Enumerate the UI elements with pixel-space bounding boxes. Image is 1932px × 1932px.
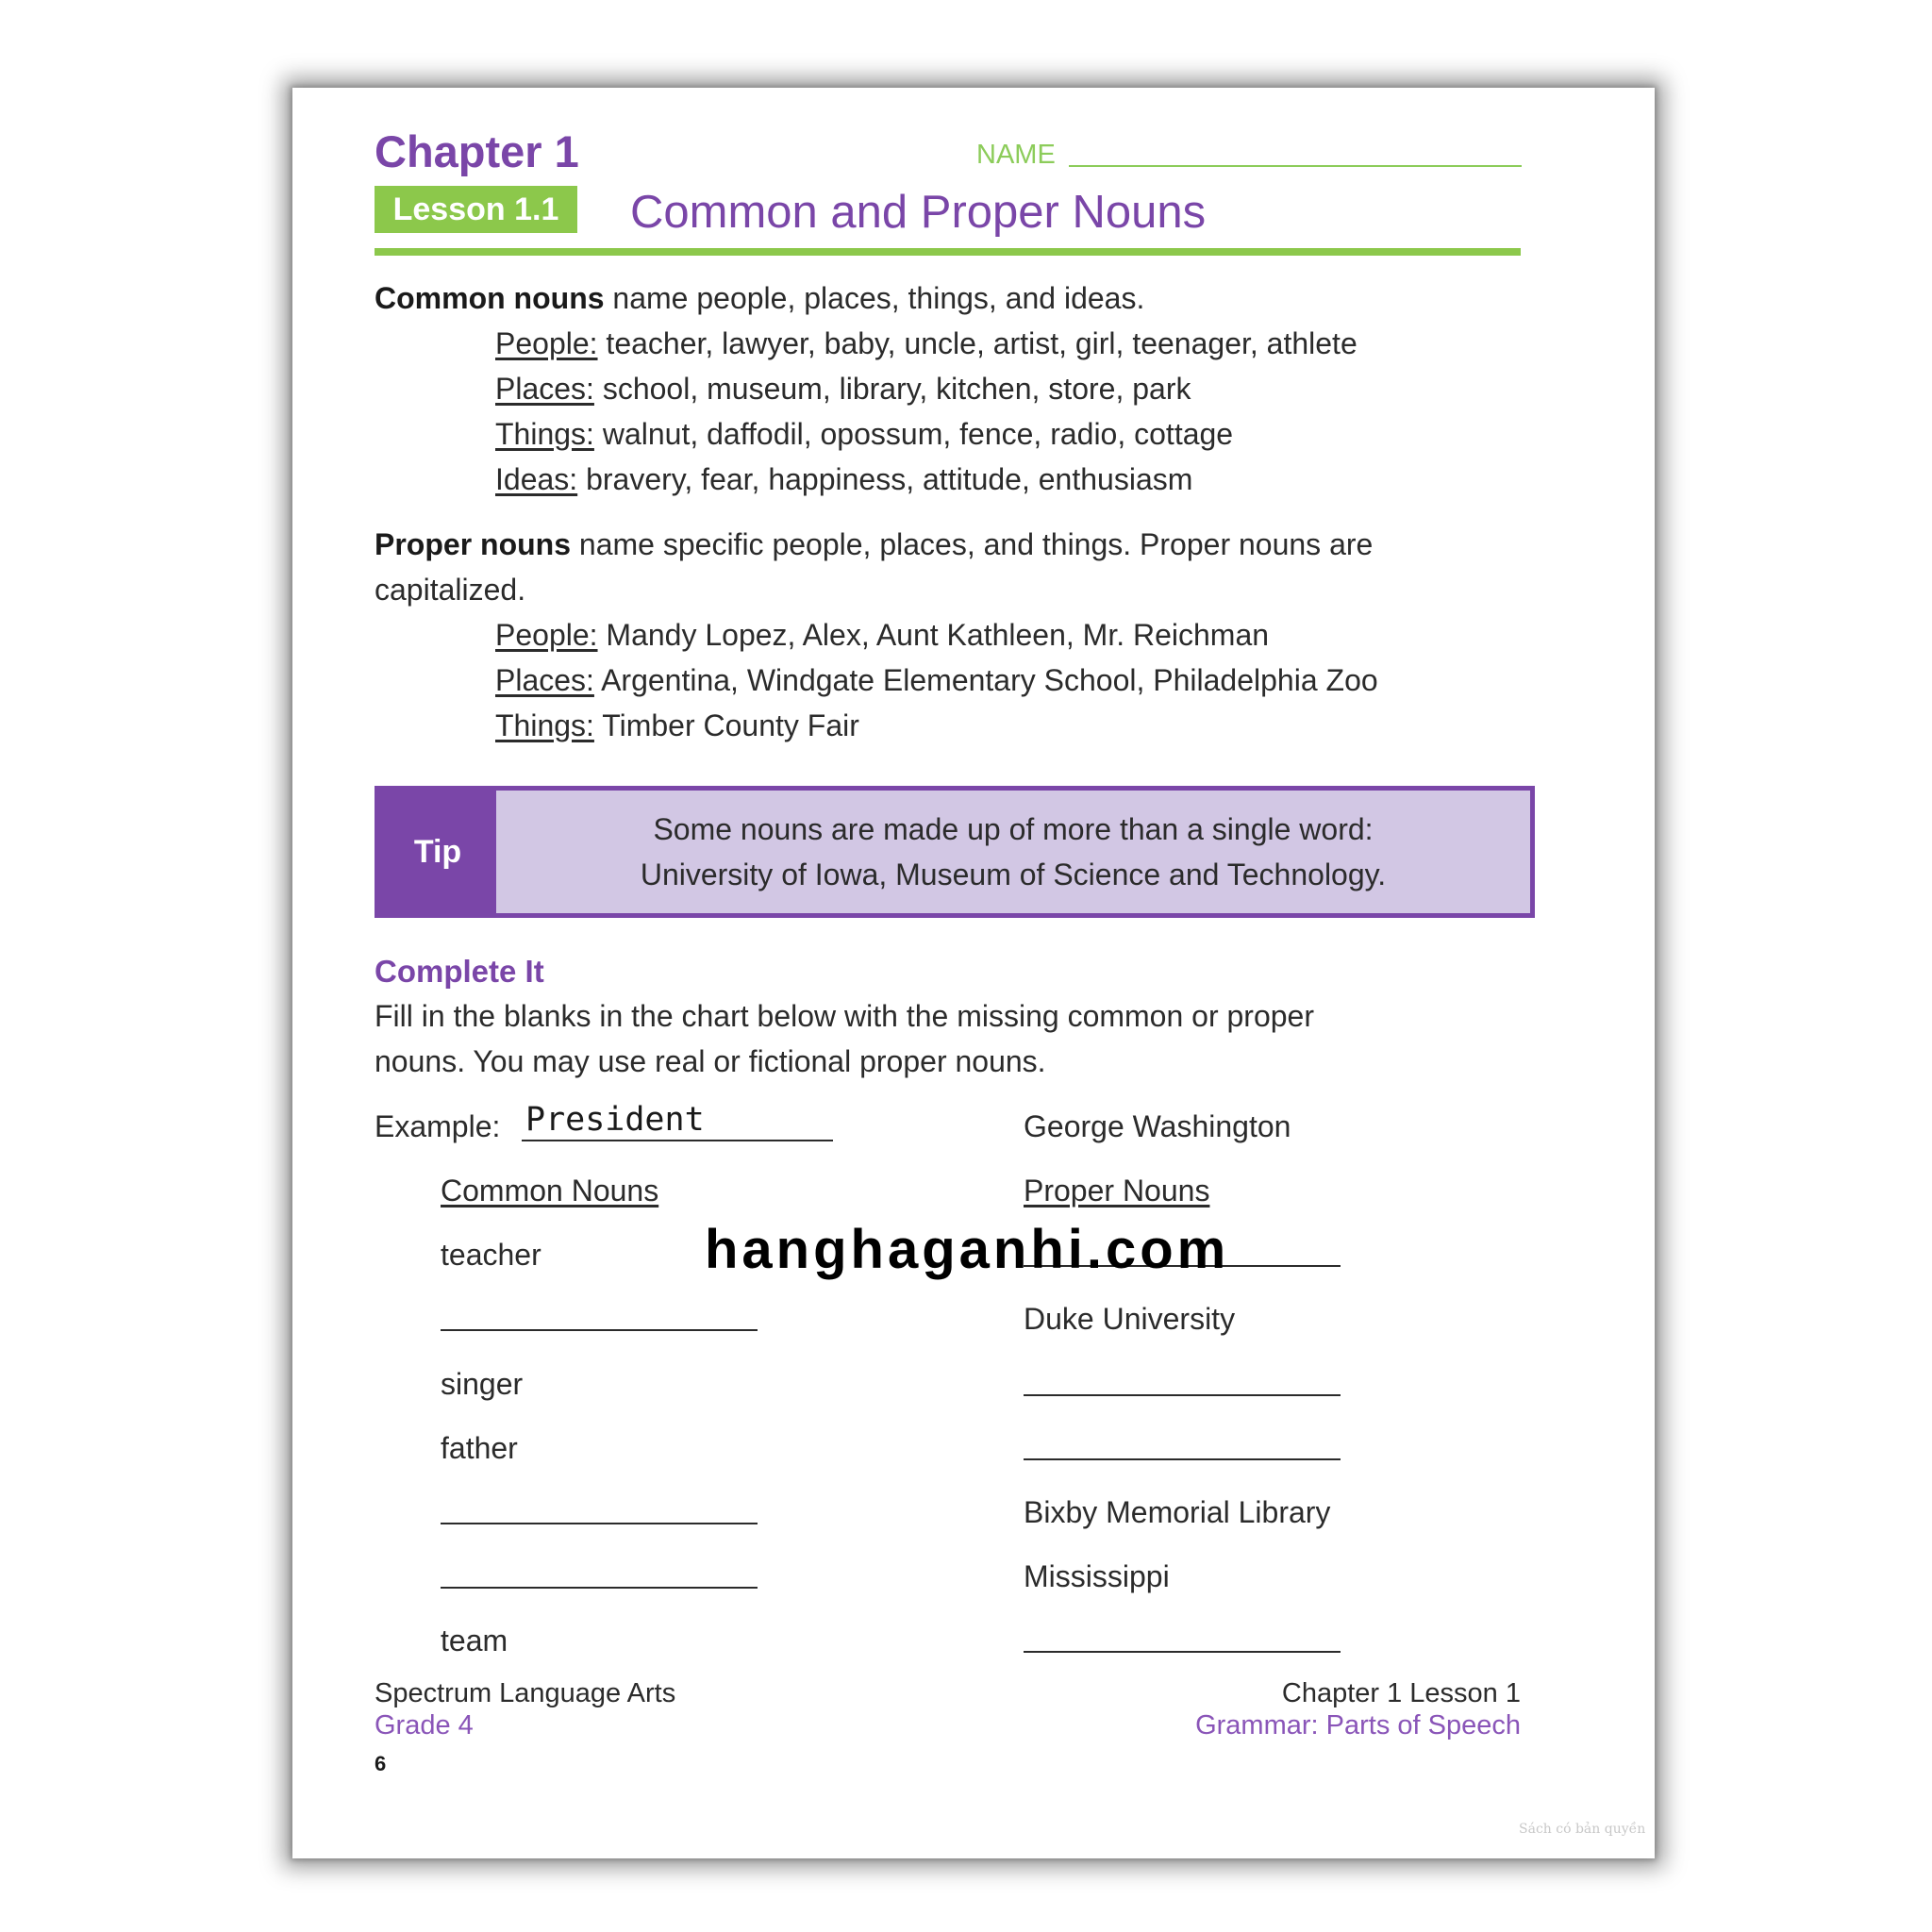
tip-line-1: Some nouns are made up of more than a single word: <box>653 812 1374 846</box>
common-noun-blank[interactable] <box>441 1329 758 1331</box>
proper-example-places: Places: Argentina, Windgate Elementary School, Philadelphia Zoo <box>495 663 1378 697</box>
common-example-things: Things: walnut, daffodil, opossum, fence, radio, cottage <box>495 417 1234 451</box>
footer-book-title: Spectrum Language Arts <box>375 1678 676 1708</box>
header-divider <box>375 248 1521 256</box>
footer-topic: Grammar: Parts of Speech <box>1195 1710 1521 1740</box>
chapter-title: Chapter 1 <box>375 126 579 176</box>
tip-text <box>496 791 1530 913</box>
proper-noun-cell: Bixby Memorial Library <box>1024 1495 1331 1529</box>
common-noun-cell: father <box>441 1431 518 1465</box>
common-nouns-text: name people, places, things, and ideas. <box>604 281 1145 315</box>
instructions-line-1: Fill in the blanks in the chart below with the missing common or proper <box>375 999 1314 1033</box>
instructions-line-2: nouns. You may use real or fictional proper nouns. <box>375 1044 1046 1078</box>
proper-example-people: People: Mandy Lopez, Alex, Aunt Kathleen, Mr. Reichman <box>495 618 1270 652</box>
example-proper-noun: George Washington <box>1024 1109 1291 1143</box>
common-example-people: People: teacher, lawyer, baby, uncle, artist, girl, teenager, athlete <box>495 326 1357 360</box>
proper-noun-blank[interactable] <box>1024 1651 1341 1653</box>
proper-example-things: Things: Timber County Fair <box>495 708 859 742</box>
footer-chapter-lesson: Chapter 1 Lesson 1 <box>1281 1678 1521 1708</box>
page-number: 6 <box>375 1752 387 1775</box>
common-noun-blank[interactable] <box>441 1587 758 1589</box>
example-blank <box>522 1140 833 1141</box>
footer-grade: Grade 4 <box>375 1710 474 1740</box>
common-nouns-term: Common nouns <box>375 281 605 315</box>
common-example-places: Places: school, museum, library, kitchen, store, park <box>495 372 1191 406</box>
common-nouns-definition <box>375 281 1144 316</box>
tip-line-2: University of Iowa, Museum of Science and Technology. <box>640 858 1387 891</box>
common-noun-cell: teacher <box>441 1238 541 1272</box>
name-line <box>1069 165 1522 167</box>
tip-box <box>375 786 1535 918</box>
proper-noun-cell: Mississippi <box>1024 1559 1170 1593</box>
proper-noun-cell: Duke University <box>1024 1302 1236 1336</box>
example-label: Example: <box>375 1109 501 1143</box>
watermark-text: hanghaganhi.com <box>705 1219 1230 1280</box>
lesson-badge: Lesson 1.1 <box>375 186 577 233</box>
common-noun-cell: team <box>441 1624 508 1657</box>
common-noun-cell: singer <box>441 1367 524 1401</box>
common-noun-blank[interactable] <box>441 1523 758 1524</box>
example-answer: President <box>525 1101 705 1139</box>
proper-nouns-term: Proper nouns <box>375 527 572 561</box>
proper-nouns-definition-cont: capitalized. <box>375 573 526 607</box>
name-label: NAME <box>976 140 1056 170</box>
proper-nouns-column-header: Proper Nouns <box>1024 1174 1210 1208</box>
proper-nouns-definition: Proper nouns name specific people, places, and things. Proper nouns are <box>375 527 1374 561</box>
complete-it-heading: Complete It <box>375 954 544 989</box>
common-example-ideas: Ideas: bravery, fear, happiness, attitude, enthusiasm <box>495 462 1193 496</box>
copyright-note: Sách có bản quyền <box>1519 1822 1646 1837</box>
lesson-title: Common and Proper Nouns <box>630 187 1207 238</box>
worksheet-page <box>292 88 1655 1858</box>
common-nouns-column-header: Common Nouns <box>441 1174 659 1208</box>
tip-label: Tip <box>379 791 496 913</box>
proper-noun-blank[interactable] <box>1024 1458 1341 1460</box>
proper-noun-blank[interactable] <box>1024 1394 1341 1396</box>
